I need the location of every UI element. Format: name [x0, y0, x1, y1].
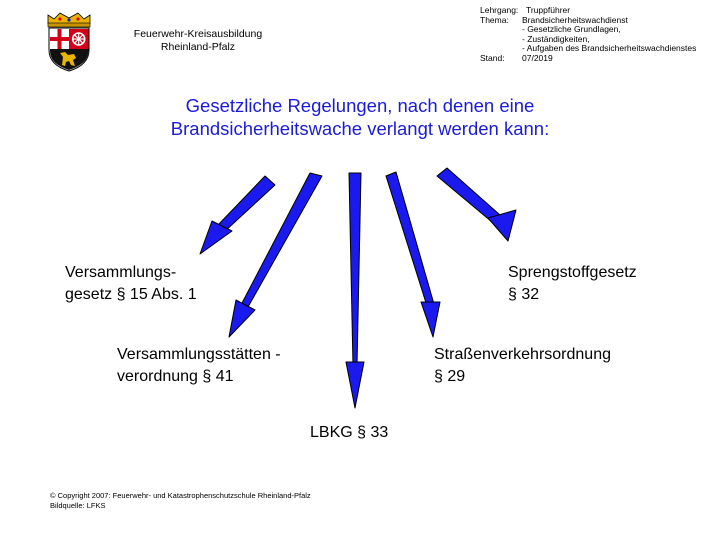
item-line-2: § 32	[508, 286, 540, 303]
item-versammlungsgesetz	[65, 262, 197, 306]
arrow-sprengstoffgesetz	[437, 168, 516, 241]
copyright-text: © Copyright 2007: Feuerwehr- und Katastrophenschutzschule Rheinland-Pfalz	[50, 491, 311, 500]
thema-value: Brandsicherheitswachdienst	[522, 14, 628, 25]
topic-item: - Aufgaben des Brandsicherheitswachdienstes	[522, 43, 697, 54]
item-line-1: Sprengstoffgesetz	[508, 264, 637, 281]
item-versammlungsstaettenverordnung	[117, 344, 281, 388]
footer	[50, 491, 311, 510]
organization-line-2: Rheinland-Pfalz	[160, 41, 236, 53]
image-source-text: Bildquelle: LFKS	[50, 500, 106, 510]
lehrgang-value: Truppführer	[526, 5, 571, 15]
topic-item: - Gesetzliche Grundlagen,	[522, 24, 621, 35]
item-line-1: Straßenverkehrsordnung	[434, 346, 611, 363]
topic-item: - Zuständigkeiten,	[522, 33, 590, 44]
item-strassenverkehrsordnung	[434, 344, 611, 388]
title-line-1: Gesetzliche Regelungen, nach denen eine	[185, 95, 535, 116]
arrow-strassenverkehrsordnung	[386, 172, 440, 337]
title-line-2: Brandsicherheitswache verlangt werden kann:	[170, 118, 550, 139]
item-line-2: § 29	[434, 368, 466, 385]
arrow-lbkg	[346, 173, 364, 408]
stand-value: 07/2019	[522, 52, 553, 63]
arrow-versammlungsstaettenverordnung	[229, 173, 322, 337]
item-lbkg	[310, 422, 388, 444]
item-line-1: Versammlungsstätten -	[117, 346, 281, 363]
item-sprengstoffgesetz	[508, 262, 637, 306]
item-line-2: verordnung § 41	[117, 368, 234, 385]
lehrgang-key: Lehrgang:	[480, 5, 519, 15]
thema-key: Thema:	[480, 14, 509, 25]
organization-line-1: Feuerwehr-Kreisausbildung	[133, 28, 263, 40]
stand-key: Stand:	[480, 52, 505, 63]
item-line-1: Versammlungs-	[65, 264, 177, 281]
arrow-versammlungsgesetz	[200, 176, 275, 254]
item-line-1: LBKG § 33	[310, 424, 389, 441]
item-line-2: gesetz § 15 Abs. 1	[65, 286, 197, 303]
